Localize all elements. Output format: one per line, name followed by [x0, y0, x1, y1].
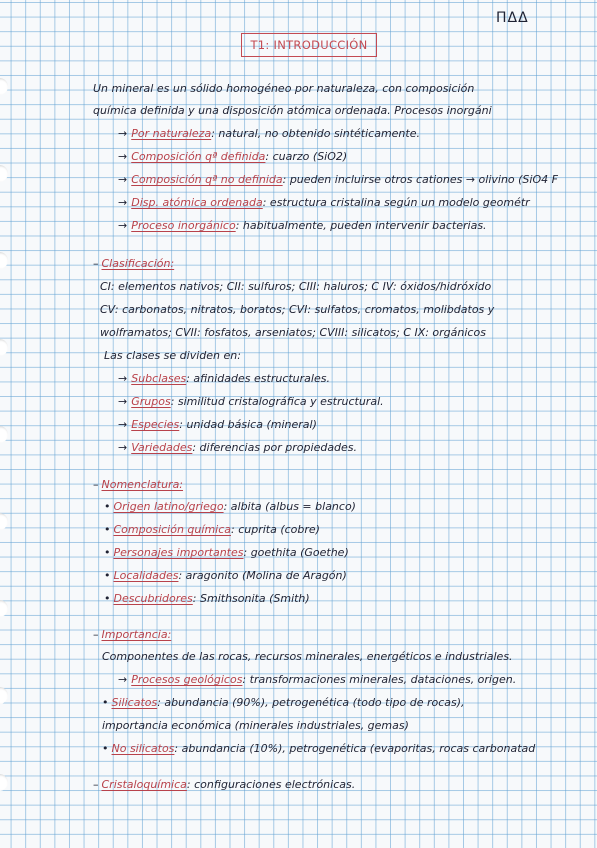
item-term: Composición qª no definida — [131, 173, 283, 186]
list-item — [104, 523, 320, 537]
item-text: : Smithsonita (Smith) — [192, 592, 310, 605]
section-heading — [93, 628, 171, 642]
list-item — [104, 500, 356, 514]
item-term: Origen latino/griego — [113, 500, 224, 513]
item-term: Grupos — [131, 395, 171, 408]
list-item — [118, 441, 357, 455]
classification-line: CV: carbonatos, nitratos, boratos; CVI: sulfatos, cromatos, molibdatos y — [100, 303, 495, 316]
item-text: : abundancia (90%), petrogenética (todo tipo de rocas), — [157, 696, 465, 709]
list-item — [102, 696, 465, 710]
list-item — [118, 173, 558, 187]
item-term: Por naturaleza — [131, 127, 212, 140]
item-term: Descubridores — [113, 592, 193, 605]
item-term: No silicatos — [111, 742, 175, 755]
bullet-icon: • — [104, 569, 111, 582]
item-text: : similitud cristalográfica y estructural. — [170, 395, 384, 408]
arrow-icon: → — [118, 150, 128, 163]
bullet-icon: • — [104, 523, 111, 536]
item-text: : estructura cristalina según un modelo geométr — [262, 196, 530, 209]
classification-line: Las clases se dividen en: — [104, 349, 241, 362]
arrow-icon: → — [118, 395, 128, 408]
section-heading — [93, 478, 183, 492]
bullet-icon: • — [102, 742, 109, 755]
item-text: : configuraciones electrónicas. — [186, 778, 356, 791]
item-text: : afinidades estructurales. — [186, 372, 330, 385]
list-item — [118, 127, 420, 141]
item-term: Silicatos — [111, 696, 158, 709]
item-term: Procesos geológicos — [131, 673, 243, 686]
item-text: : natural, no obtenido sintéticamente. — [211, 127, 420, 140]
section-heading — [93, 257, 174, 271]
arrow-icon: → — [118, 673, 128, 686]
dash-icon: – — [93, 628, 99, 641]
page-title: T1: INTRODUCCIÓN — [241, 33, 377, 57]
dash-icon: – — [93, 778, 99, 791]
bullet-icon: • — [102, 696, 109, 709]
item-term: Especies — [131, 418, 180, 431]
item-text: : transformaciones minerales, dataciones, origen. — [242, 673, 517, 686]
list-item — [104, 592, 310, 606]
arrow-icon: → — [118, 441, 128, 454]
intro-line-2: química definida y una disposición atómica ordenada. Procesos inorgáni — [93, 104, 492, 117]
heading-text: Clasificación: — [101, 257, 175, 270]
arrow-icon: → — [118, 418, 128, 431]
item-text: : albita (albus = blanco) — [223, 500, 356, 513]
item-text: : abundancia (10%), petrogenética (evaporitas, rocas carbonatad — [174, 742, 536, 755]
list-item — [118, 418, 317, 432]
heading-text: Cristaloquímica — [101, 778, 187, 791]
bullet-icon: • — [104, 500, 111, 513]
item-text: : cuprita (cobre) — [231, 523, 320, 536]
list-item — [118, 673, 516, 687]
item-term: Proceso inorgánico — [131, 219, 236, 232]
classification-line: wolframatos; CVII: fosfatos, arseniatos; CVIII: silicatos; C IX: orgánicos — [100, 326, 486, 339]
arrow-icon: → — [118, 127, 128, 140]
list-item — [118, 150, 347, 164]
item-text: : aragonito (Molina de Aragón) — [178, 569, 347, 582]
list-item — [118, 372, 330, 386]
bullet-icon: • — [104, 546, 111, 559]
list-item — [118, 395, 384, 409]
intro-line-1: Un mineral es un sólido homogéneo por naturaleza, con composición — [93, 82, 475, 95]
classification-line: CI: elementos nativos; CII: sulfuros; CIII: haluros; C IV: óxidos/hidróxido — [100, 280, 492, 293]
dash-icon: – — [93, 257, 99, 270]
list-item — [102, 742, 535, 756]
list-item — [118, 219, 487, 233]
item-term: Localidades — [113, 569, 179, 582]
item-text: : goethita (Goethe) — [243, 546, 349, 559]
arrow-icon: → — [118, 219, 128, 232]
arrow-icon: → — [118, 196, 128, 209]
list-item — [104, 546, 349, 560]
item-text: : unidad básica (mineral) — [179, 418, 317, 431]
section-heading — [93, 778, 355, 792]
item-text: : diferencias por propiedades. — [192, 441, 358, 454]
item-term: Subclases — [131, 372, 187, 385]
item-text: : pueden incluirse otros cationes → olivino (SiO4 F — [282, 173, 558, 186]
page-code: ΠΔΔ — [496, 10, 529, 26]
list-item — [104, 569, 347, 583]
importance-line: importancia económica (minerales industriales, gemas) — [102, 719, 409, 732]
item-term: Composición qª definida — [131, 150, 266, 163]
bullet-icon: • — [104, 592, 111, 605]
list-item — [118, 196, 530, 210]
item-term: Variedades — [131, 441, 193, 454]
importance-line: Componentes de las rocas, recursos minerales, energéticos e industriales. — [102, 650, 513, 663]
arrow-icon: → — [118, 372, 128, 385]
heading-text: Nomenclatura: — [101, 478, 184, 491]
item-term: Composición química — [113, 523, 231, 536]
item-term: Personajes importantes — [113, 546, 244, 559]
arrow-icon: → — [118, 173, 128, 186]
item-term: Disp. atómica ordenada — [131, 196, 263, 209]
heading-text: Importancia: — [101, 628, 172, 641]
item-text: : cuarzo (SiO2) — [265, 150, 348, 163]
dash-icon: – — [93, 478, 99, 491]
item-text: : habitualmente, pueden intervenir bacterias. — [235, 219, 487, 232]
